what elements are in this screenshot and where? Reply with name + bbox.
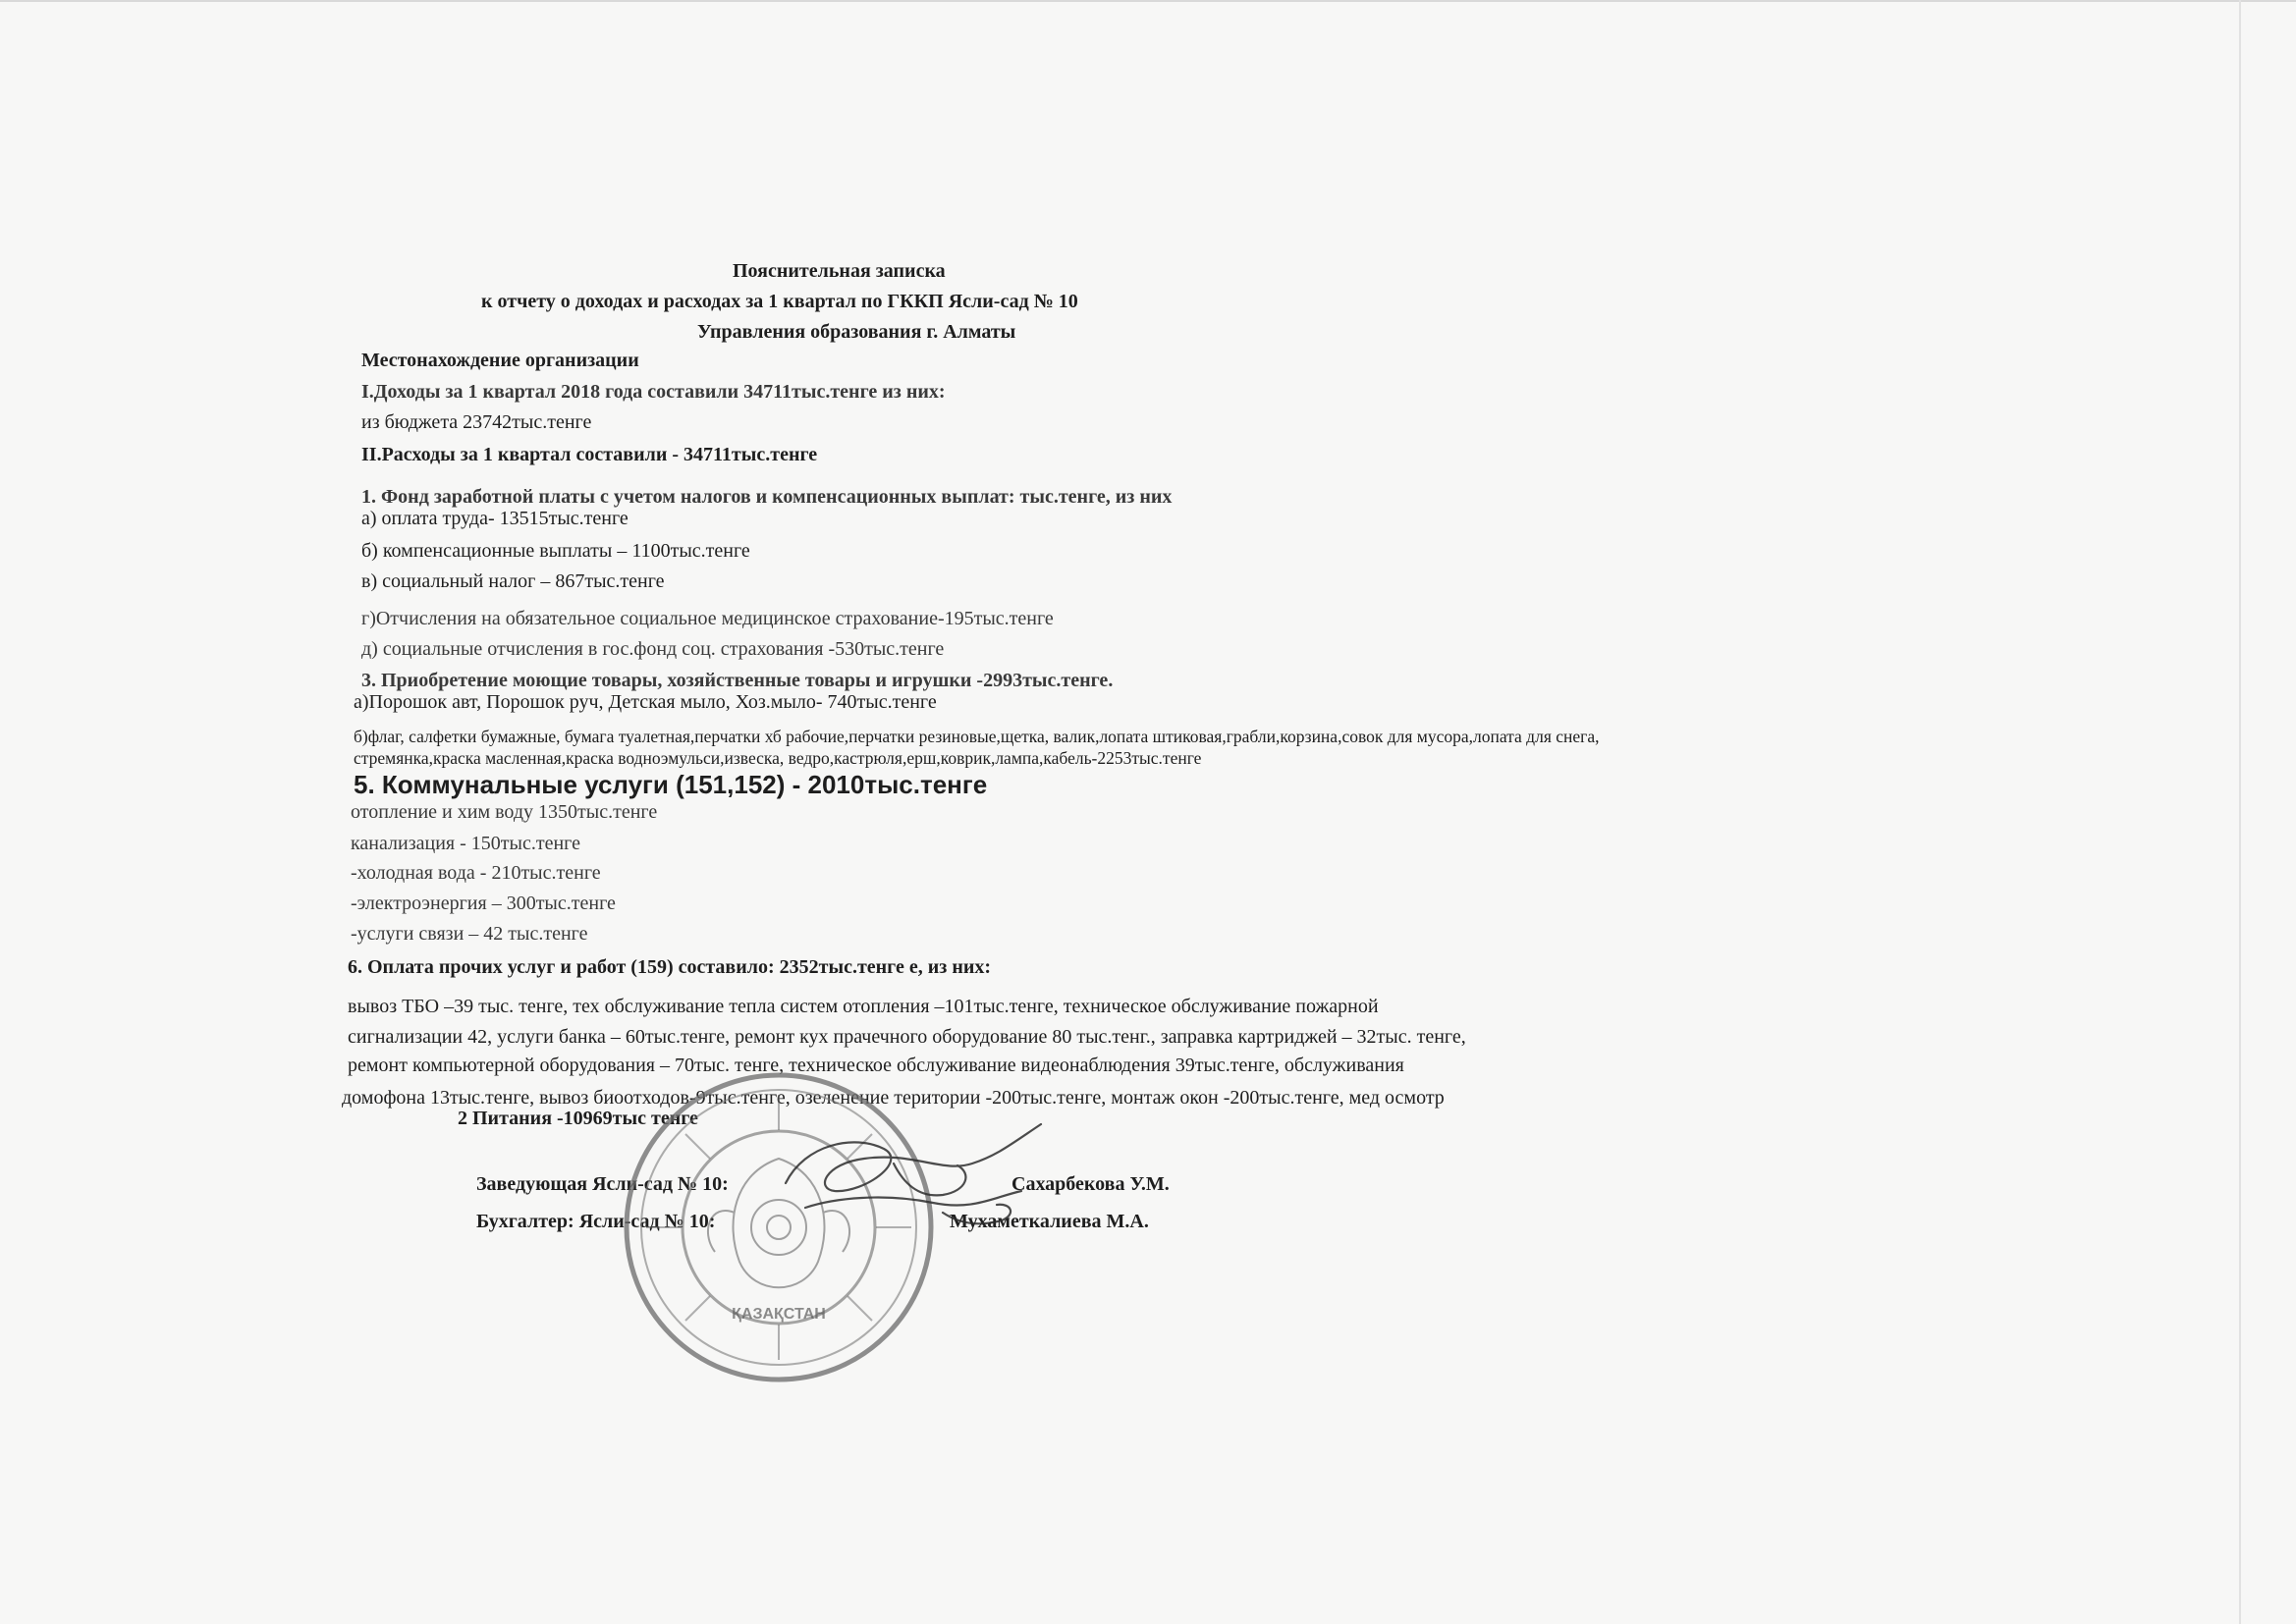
head-label: Заведующая Ясли-сад № 10:: [476, 1173, 729, 1195]
title-line-1: Пояснительная записка: [733, 260, 946, 282]
payroll-item-b: б) компенсационные выплаты – 1100тыс.тенге: [361, 540, 750, 562]
other-heading: 6. Оплата прочих услуг и работ (159) составило: 2352тыс.тенге е, из них:: [348, 956, 992, 978]
utilities-item-sewerage: канализация - 150тыс.тенге: [351, 833, 580, 854]
head-name: Сахарбекова У.М.: [1011, 1173, 1170, 1195]
title-line-3: Управления образования г. Алматы: [697, 321, 1016, 343]
scan-mark-top: [0, 0, 2296, 2]
payroll-item-a: а) оплата труда- 13515тыс.тенге: [361, 508, 629, 529]
accountant-name: Мухаметкалиева М.А.: [950, 1211, 1149, 1232]
utilities-heading: 5. Коммунальные услуги (151,152) - 2010тыс.тенге: [354, 770, 988, 799]
location-label: Местонахождение организации: [361, 350, 639, 371]
utilities-item-electricity: -электроэнергия – 300тыс.тенге: [351, 893, 616, 914]
utilities-item-heating: отопление и хим воду 1350тыс.тенге: [351, 801, 658, 823]
other-line-1: вывоз ТБО –39 тыс. тенге, тех обслуживание тепла систем отопления –101тыс.тенге, техническое обслуживание пожарной: [348, 996, 1379, 1017]
other-line-3: ремонт компьютерной оборудования – 70тыс. тенге, техническое обслуживание видеонаблюдения 39тыс.тенге, обслуживания: [348, 1055, 1404, 1076]
other-line-2: сигнализации 42, услуги банка – 60тыс.тенге, ремонт кух прачечного оборудование 80 тыс.тенг., заправка картриджей – 32тыс. тенге,: [348, 1026, 1466, 1048]
payroll-heading: 1. Фонд заработной платы с учетом налогов и компенсационных выплат: тыс.тенге, из них: [361, 486, 1173, 508]
expenses-heading: II.Расходы за 1 квартал составили - 34711тыс.тенге: [361, 444, 818, 465]
income-budget: из бюджета 23742тыс.тенге: [361, 411, 592, 433]
seal-text: ҚАЗАҚСТАН: [732, 1306, 826, 1323]
payroll-item-e: д) социальные отчисления в гос.фонд соц. страхования -530тыс.тенге: [361, 638, 945, 660]
food-line: 2 Питания -10969тыс тенге: [458, 1108, 698, 1129]
income-heading: I.Доходы за 1 квартал 2018 года составили 34711тыс.тенге из них:: [361, 381, 946, 403]
payroll-item-d: г)Отчисления на обязательное социальное медицинское страхование-195тыс.тенге: [361, 608, 1054, 629]
accountant-label: Бухгалтер: Ясли-сад № 10:: [476, 1211, 716, 1232]
goods-item-b-line-1: б)флаг, салфетки бумажные, бумага туалетная,перчатки хб рабочие,перчатки резиновые,щетка, валик,лопата штиковая,грабли,корзина,совок для мусора,лопата для снега,: [354, 727, 1600, 746]
utilities-item-telecom: -услуги связи – 42 тыс.тенге: [351, 923, 588, 945]
goods-heading: 3. Приобретение моющие товары, хозяйственные товары и игрушки -2993тыс.тенге.: [361, 670, 1114, 691]
scan-mark-right: [2239, 0, 2241, 1624]
utilities-item-cold-water: -холодная вода - 210тыс.тенге: [351, 862, 601, 884]
signature-scribble-icon: [746, 1105, 1100, 1252]
goods-item-a: а)Порошок авт, Порошок руч, Детская мыло, Хоз.мыло- 740тыс.тенге: [354, 691, 937, 713]
title-line-2: к отчету о доходах и расходах за 1 квартал по ГККП Ясли-сад № 10: [481, 291, 1078, 312]
goods-item-b-line-2: стремянка,краска масленная,краска водноэмульси,извеска, ведро,кастрюля,ерш,коврик,лампа,кабель-2253тыс.тенге: [354, 748, 1202, 768]
payroll-item-c: в) социальный налог – 867тыс.тенге: [361, 570, 665, 592]
other-line-4: домофона 13тыс.тенге, вывоз биоотходов-9тыс.тенге, озеленение територии -200тыс.тенге, монтаж окон -200тыс.тенге, мед осмотр: [342, 1087, 1445, 1109]
